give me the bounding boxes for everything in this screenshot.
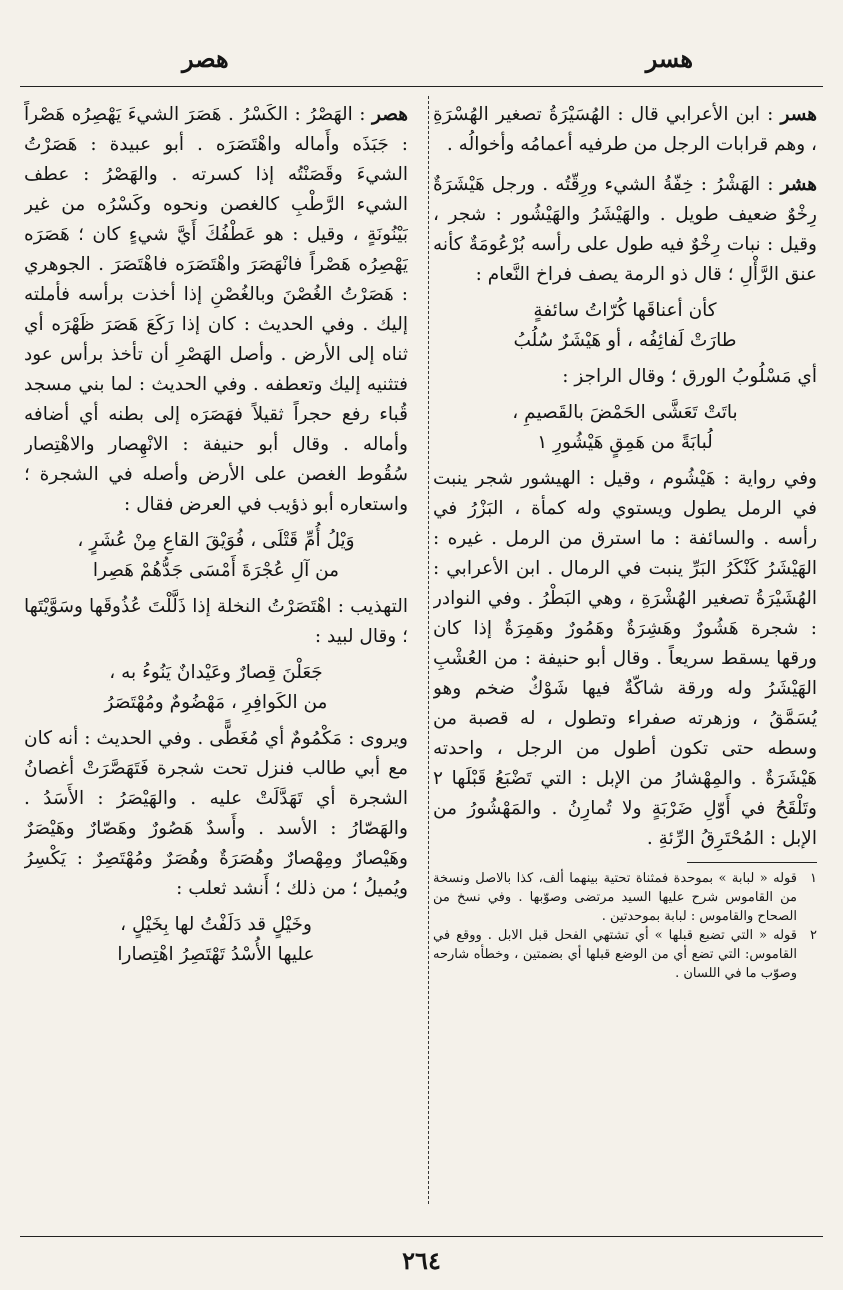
entry-text: : ابن الأعرابي قال : الهُسَيْرَةُ تصغير الهُسْرَةِ ، وهم قرابات الرجل من طرفيه أعمامُه وأخوالُه . [433, 104, 817, 155]
footnote [433, 926, 817, 983]
entry-head: هشر [780, 174, 817, 195]
page-number: ٢٦٤ [402, 1246, 441, 1275]
top-rule [20, 86, 823, 87]
verse-block [433, 296, 817, 356]
paragraph: وفي رواية : هَيْشُوم ، وقيل : الهيشور شجر ينبت في الرمل يطول ويستوي وله كمأة ، البَزْرُ في رأسه . والسائفة : ما استرق من الرمل . غيره : الهَيْشَرُ كَنْكَرُ البَرِّ ينبت في الرمال . ابن الأعرابي : الهُشَيْرَةُ تصغير الهُشْرَةِ ، وهي البَطْرُ . وفي النوادر : شجرة هَشُورٌ وهَشِرَةٌ وهَمُورٌ وهَمِرَةٌ إذا كان ورقها يسقط سريعاً . وقال أبو حنيفة : من العُشْبِ الهَيْشَرُ وله ورقة شاكّةٌ فيها شَوْكٌ ضخم وهو يُسَمَّقُ ، وزهرته صفراء وتطول ، له قصبة من وسطه حتى تكون أطول من الرجل ، واحدته هَيْشَرَةٌ . والمِهْشارُ من الإبل : التي تَضْبَعُ قَبْلَها ٢ وتَلْقَحُ في أَوّلِ ضَرْبَةٍ ولا تُمارِنُ . والمَهْشُورُ من الإبل : المُحْتَرِقُ الرِّئةِ . [433, 468, 817, 849]
footnote-text: قوله « التي تضبع قبلها » أي تشتهي الفحل قبل الابل . ووقع في القاموس: التي تضع أي من الوضع قبلها أي بضمتين ، وخطأه شارحه وصوّب ما في اللسان . [433, 928, 797, 981]
verse-line: من آلِ عُجْرَةَ أَمْسَى جَدُّهُمْ هَصِرا [92, 560, 340, 581]
verse-block [24, 526, 408, 586]
footnote-rule [687, 862, 817, 863]
entry-head: هصر [371, 104, 408, 125]
column-divider [428, 96, 430, 1204]
verse-line: عليها الأُسْدُ تَهْتَصِرُ اهْتِصارا [117, 944, 315, 965]
verse-line: لُبابَةً من هَمِقٍ هَيْشُورِ ١ [537, 432, 713, 453]
verse-line: من الكَوافِرِ ، مَهْضُومٌ ومُهْتَصَرُ [104, 692, 328, 713]
footnote [433, 869, 817, 926]
verse-block [24, 910, 408, 970]
verse-line: كأن أعناقَها كُرّاتُ سائفةٍ [533, 300, 717, 321]
entry-text: : الهَصْرُ : الكَسْرُ . هَصَرَ الشيءَ يَهْصِرُه هَصْراً : جَبَذَه وأَماله واهْتَصَرَه . أبو عبيدة : هَصَرْتُ الشيءَ وقَصَنْتُه إذا كسرته . والهَصْرُ : عطف الشيء الرَّطْبِ كالغصن ونحوه وكَسْرُه من غير بَيْنُونَةٍ ، وقيل : هو عَطْفُكَ أَيَّ شيءٍ كان ؛ هَصَرَه يَهْصِرُه هَصْراً فانْهَصَرَ واهْتَصَرَه فاهْتَصَرَ . الجوهري : هَصَرْتُ الغُصْنَ وبالغُصْنِ إذا أخذت برأسه فأملته إليك . وفي الحديث : كان إذا رَكَعَ هَصَرَ ظَهْرَه أي ثناه إلى الأرض . وأصل الهَصْرِ أن تأخذ برأس عود فتثنيه إليك وتعطفه . وفي الحديث : لما بني مسجد قُباء رفع حجراً ثقيلاً فهَصَرَه إلى بطنه أي أضافه وأماله . وقال أبو حنيفة : الانْهِصار والاهْتِصار سُقُوط الغصن على الأرض وأصله في الشجرة ؛ واستعاره أبو ذؤيب في العرض فقال : [24, 104, 408, 515]
verse-block [433, 398, 817, 458]
right-column [433, 100, 817, 983]
bottom-rule [20, 1236, 823, 1237]
footnote-number: ١ [810, 871, 817, 886]
verse-line: باتَتْ تَعَشَّى الحَمْضَ بالقَصيمِ ، [512, 402, 738, 423]
footnote-number: ٢ [810, 928, 817, 943]
verse-block [24, 658, 408, 718]
entry-hasr [433, 100, 817, 160]
verse-line: وَيْلُ أُمِّ قَتْلَى ، فُوَيْقَ القاعِ مِنْ عُشَرٍ ، [77, 530, 355, 551]
paragraph: التهذيب : اهْتَصَرْتُ النخلة إذا ذَلَّلْتَ عُذُوقَها وسَوَّيْتَها ؛ وقال لبيد : [24, 596, 408, 647]
verse-line: جَعَلْنَ قِصارٌ وعَيْدانٌ يَنُوءُ به ، [109, 662, 323, 683]
verse-line: وخَيْلٍ قد دَلَفْتُ لها بِخَيْلٍ ، [120, 914, 312, 935]
left-column [24, 100, 408, 976]
footnote-text: قوله « لبابة » بموحدة فمثناة تحتية بينهما ألف، كذا بالاصل ونسخة من القاموس شرح عليها السيد مرتضى وصوّبها . وفي نسخ من الصحاح والقاموس : لبابة بموحدتين . [433, 871, 797, 924]
running-head-left: هصر [182, 44, 229, 73]
paragraph: أي مَسْلُوبُ الورق ؛ وقال الراجز : [562, 366, 817, 387]
footnotes [433, 869, 817, 983]
running-head-right: هسر [645, 44, 693, 73]
entry-head: هسر [780, 104, 817, 125]
verse-line: طارَتْ لَفائِفُه ، أو هَيْشَرٌ سُلُبُ [513, 330, 737, 351]
entry-hashr [433, 170, 817, 290]
entry-text: : الهَشْرُ : خِفّةُ الشيء ورِقّتُه . ورجل هَيْشَرَةٌ رِخْوٌ ضعيف طويل . والهَيْشَرُ والهَيْشُور : شجر ، وقيل : نبات رِخْوٌ فيه طول على رأسه بُرْعُومَةٌ كأنه عنق الرَّأْلِ ؛ قال ذو الرمة يصف فراخ النَّعام : [433, 174, 817, 285]
paragraph: ويروى : مَكْمُومٌ أي مُغَطًّى . وفي الحديث : أنه كان مع أبي طالب فنزل تحت شجرة فَتَهَصَّرَتْ أغصانُ الشجرة أي تَهَدَّلَتْ عليه . والهَيْصَرُ : الأَسَدُ . والهَصّارُ : الأسد . وأَسدٌ هَصُورٌ وهَصّارٌ وهَيْصَرٌ وهَيْصارٌ ومِهْصارٌ وهُصَرَةٌ وهُصَرٌ ومُهْتَصِرٌ : يَكْسِرُ ويُميلُ ؛ من ذلك ؛ أَنشد ثعلب : [24, 728, 408, 899]
entry-hasr-left [24, 100, 408, 520]
